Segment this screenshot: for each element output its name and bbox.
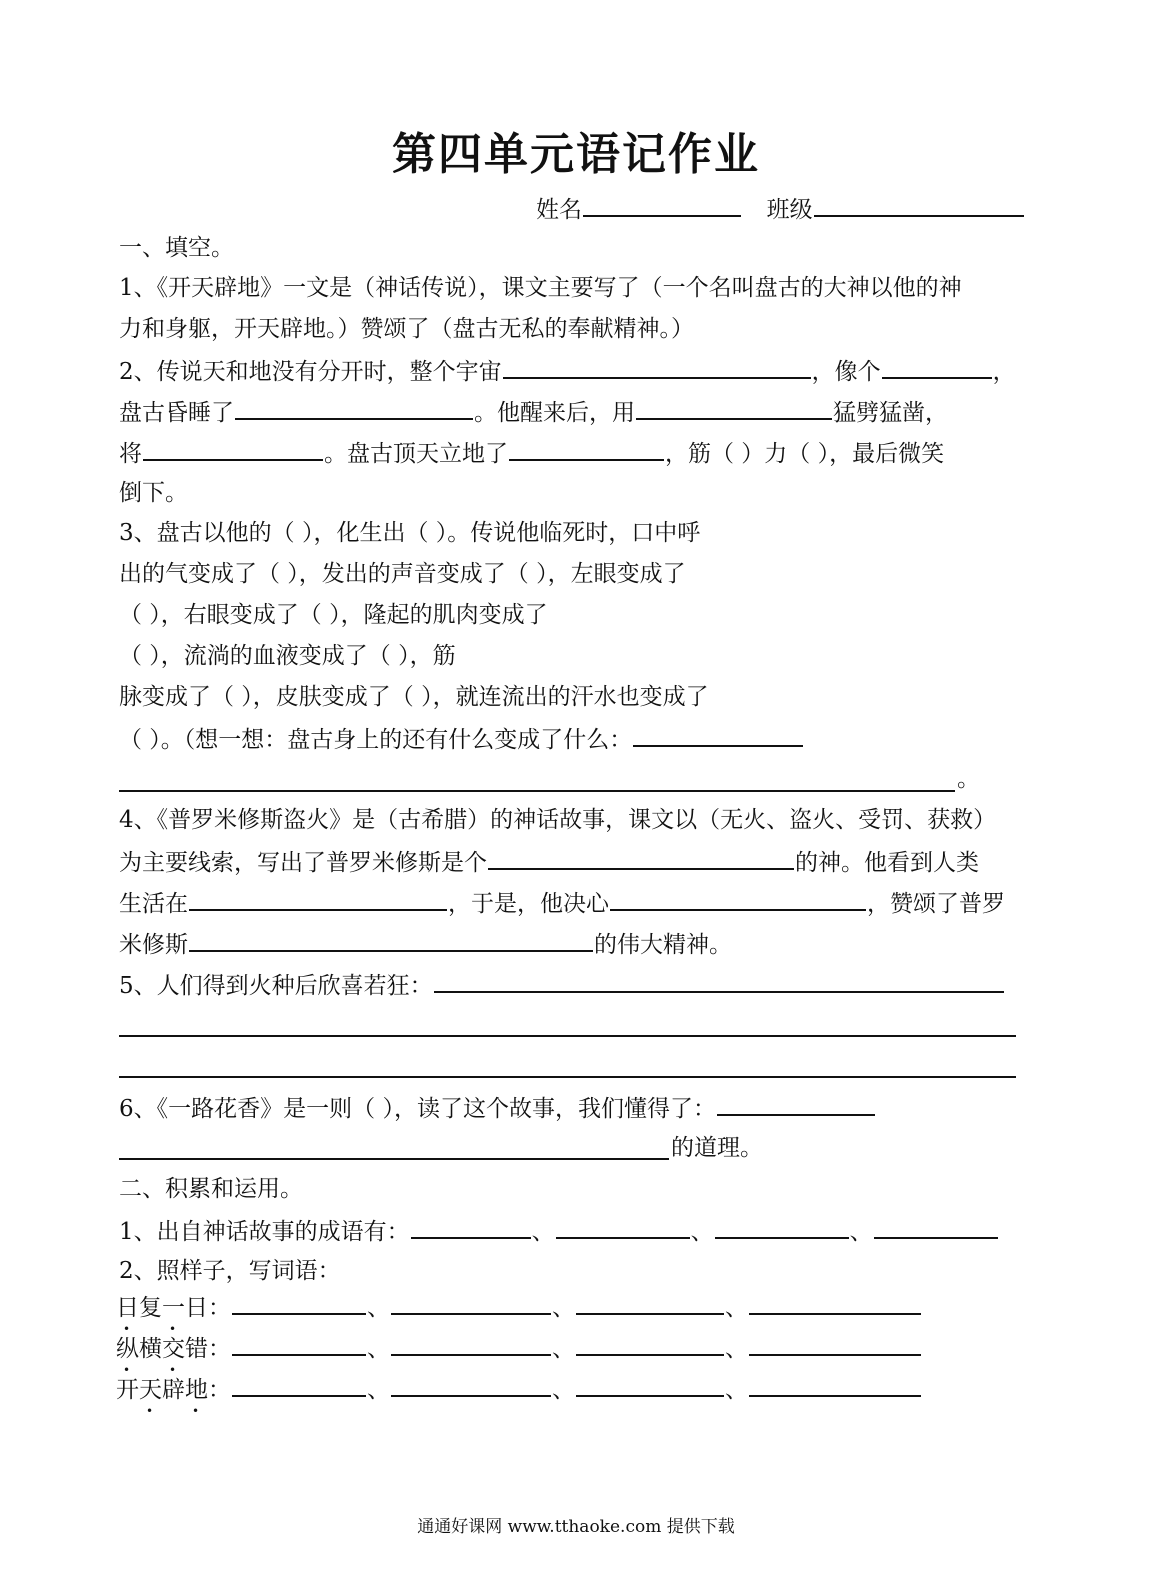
separator: 、	[690, 1219, 714, 1245]
q6-blank-2[interactable]	[119, 1158, 669, 1160]
separator: 、	[725, 1295, 748, 1321]
q2-line3	[119, 437, 944, 467]
q5-blank-3[interactable]	[119, 1076, 1016, 1078]
q3-blank-think[interactable]	[633, 723, 803, 747]
s2-q2: 2、照样子，写词语：	[119, 1258, 341, 1284]
separator: 、	[552, 1336, 575, 1362]
s2-q1	[119, 1215, 999, 1245]
separator: 、	[552, 1295, 575, 1321]
word-blank-3-4[interactable]	[749, 1373, 921, 1397]
q4-text: 的伟大精神。	[594, 932, 732, 958]
q3-end: 。	[957, 766, 980, 792]
idiom-blank-1[interactable]	[411, 1215, 531, 1239]
word-blank-1-3[interactable]	[576, 1291, 724, 1315]
class-label: 班级	[766, 197, 813, 223]
dot-mark: •	[192, 1404, 200, 1418]
q5-line1	[119, 969, 1005, 999]
q3-line6	[119, 723, 804, 753]
q1-line1: 1、《开天辟地》一文是（神话传说），课文主要写了（一个名叫盘古的大神以他的神	[119, 275, 962, 301]
q2-text: 盘古昏睡了	[119, 400, 234, 426]
dot-mark: •	[123, 1322, 131, 1336]
q2-text: 猛劈猛凿，	[833, 400, 948, 426]
q3-line2: 出的气变成了（ ），发出的声音变成了（ ），左眼变成了	[119, 561, 686, 587]
word-blank-1-4[interactable]	[749, 1291, 921, 1315]
class-blank[interactable]	[814, 193, 1024, 217]
separator: 、	[849, 1219, 873, 1245]
q2-blank-like[interactable]	[882, 355, 992, 379]
q4-blank-spirit[interactable]	[189, 928, 593, 952]
q2-text: ，筋（ ）力（ ），最后微笑	[665, 441, 945, 467]
q2-line1	[119, 355, 1016, 385]
q2-line4: 倒下。	[119, 480, 188, 506]
q6-end: 的道理。	[671, 1135, 763, 1161]
idiom-blank-2[interactable]	[556, 1215, 690, 1239]
word-blank-3-2[interactable]	[391, 1373, 551, 1397]
q2-blank-stand[interactable]	[509, 437, 664, 461]
q1-line2: 力和身躯，开天辟地。）赞颂了（盘古无私的奉献精神。）	[119, 316, 694, 342]
word-blank-3-1[interactable]	[232, 1373, 366, 1397]
section2-heading: 二、积累和运用。	[119, 1176, 303, 1202]
example-label: 开天辟地：	[116, 1377, 231, 1403]
q2-blank-sleep[interactable]	[235, 396, 473, 420]
q2-text: ，像个	[811, 359, 881, 385]
separator: 、	[725, 1336, 748, 1362]
separator: 、	[367, 1377, 390, 1403]
example-word-3	[116, 1375, 231, 1418]
example-word-2	[116, 1334, 231, 1377]
q4-text: ，于是，他决心	[448, 891, 609, 917]
idiom-blank-4[interactable]	[874, 1215, 998, 1239]
separator: 、	[531, 1219, 555, 1245]
q4-line4	[119, 928, 732, 958]
q4-line2	[119, 846, 979, 876]
dot-mark: •	[146, 1404, 154, 1418]
q4-text: 生活在	[119, 891, 188, 917]
q4-line1: 4、《普罗米修斯盗火》是（古希腊）的神话故事，课文以（无火、盗火、受罚、获救）	[119, 807, 997, 833]
word-blank-2-3[interactable]	[576, 1332, 724, 1356]
q4-blank-decide[interactable]	[610, 887, 866, 911]
name-blank[interactable]	[583, 193, 741, 217]
q4-line3	[119, 887, 1005, 917]
q6-blank-1[interactable]	[717, 1092, 875, 1116]
idiom-blank-3[interactable]	[715, 1215, 849, 1239]
q2-text: 。他醒来后，用	[474, 400, 635, 426]
q3-line3: （ ），右眼变成了（ ），隆起的肌肉变成了	[119, 602, 548, 628]
q5-blank-1[interactable]	[434, 969, 1004, 993]
q3-blank-think-cont[interactable]	[119, 790, 955, 792]
q6-line1	[119, 1092, 876, 1122]
dot-mark: •	[169, 1322, 177, 1336]
q2-blank-split[interactable]	[143, 437, 323, 461]
q2-text: 将	[119, 441, 142, 467]
q5-text: 5、人们得到火种后欣喜若狂：	[119, 973, 433, 999]
word-blank-1-2[interactable]	[391, 1291, 551, 1315]
q4-text: ，赞颂了普罗	[867, 891, 1005, 917]
example-row-2	[116, 1332, 922, 1377]
q4-blank-living[interactable]	[189, 887, 447, 911]
q5-blank-2[interactable]	[119, 1035, 1016, 1037]
emphasis-dots	[116, 1404, 231, 1418]
example-row-1	[116, 1291, 922, 1336]
q4-text: 为主要线索，写出了普罗米修斯是个	[119, 850, 487, 876]
example-word-1	[116, 1293, 231, 1336]
section1-heading: 一、填空。	[119, 235, 234, 261]
word-blank-2-4[interactable]	[749, 1332, 921, 1356]
name-label: 姓名	[536, 197, 582, 223]
name-class-row	[536, 193, 1025, 223]
q2-text: 。盘古顶天立地了	[324, 441, 508, 467]
q4-text: 米修斯	[119, 932, 188, 958]
q2-blank-tool[interactable]	[636, 396, 832, 420]
q3-text: （ ）。（想一想：盘古身上的还有什么变成了什么：	[119, 727, 633, 753]
q3-line1: 3、盘古以他的（ ），化生出（ ）。传说他临死时，口中呼	[119, 520, 701, 546]
word-blank-1-1[interactable]	[232, 1291, 366, 1315]
q6-text: 6、《一路花香》是一则（ ），读了这个故事，我们懂得了：	[119, 1096, 716, 1122]
word-blank-2-1[interactable]	[232, 1332, 366, 1356]
example-label: 纵横交错：	[116, 1336, 231, 1362]
separator: 、	[367, 1336, 390, 1362]
q2-blank-universe[interactable]	[503, 355, 811, 379]
dot-mark: •	[123, 1363, 131, 1377]
q2-text: ，	[992, 359, 1016, 385]
q3-line5: 脉变成了（ ），皮肤变成了（ ），就连流出的汗水也变成了	[119, 684, 709, 710]
separator: 、	[725, 1377, 748, 1403]
separator: 、	[367, 1295, 390, 1321]
q2-line2	[119, 396, 948, 426]
word-blank-2-2[interactable]	[391, 1332, 551, 1356]
s2-q1-text: 1、出自神话故事的成语有：	[119, 1219, 410, 1245]
footer-credit: 通通好课网 www.tthaoke.com 提供下载	[417, 1517, 735, 1537]
q2-text: 2、传说天和地没有分开时，整个宇宙	[119, 359, 502, 385]
word-blank-3-3[interactable]	[576, 1373, 724, 1397]
example-row-3	[116, 1373, 922, 1418]
q4-text: 的神。他看到人类	[795, 850, 979, 876]
q3-line4: （ ），流淌的血液变成了（ ），筋	[119, 643, 456, 669]
separator: 、	[552, 1377, 575, 1403]
dot-mark: •	[169, 1363, 177, 1377]
q4-blank-god[interactable]	[488, 846, 794, 870]
page-title: 第四单元语记作业	[392, 129, 760, 180]
example-label: 日复一日：	[116, 1295, 231, 1321]
